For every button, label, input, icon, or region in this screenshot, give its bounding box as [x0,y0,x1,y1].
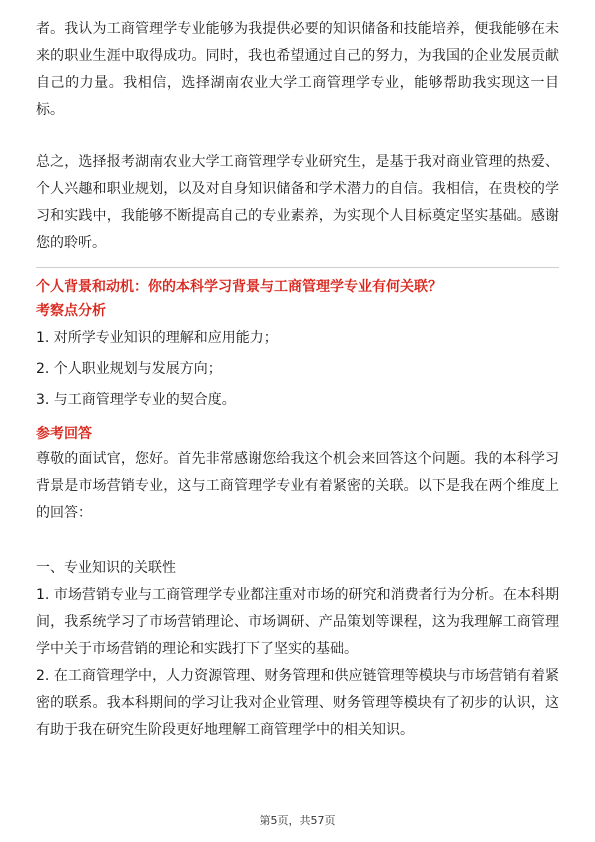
focus-item: 3. 与工商管理学专业的契合度。 [36,392,236,408]
paragraph-gap [36,527,559,552]
answer-section-title: 参考回答 [36,426,92,442]
intro-paragraph-2: 总之，选择报考湖南农业大学工商管理学专业研究生，是基于我对商业管理的热爱、个人兴趣和职业规划，以及对自身知识储备和学术潜力的自信。我相信，在贵校的学习和实践中，我能够不断提高自己的专业素养，为实现个人目标奠定坚实基础。感谢您的聆听。 [36,154,559,251]
section-divider [36,267,559,268]
focus-item: 2. 个人职业规划与发展方向； [36,361,222,377]
answer-paragraph: 2. 在工商管理学中，人力资源管理、财务管理和供应链管理等模块与市场营销有着紧密的联系。我本科期间的学习让我对企业管理、财务管理等模块有了初步的认识，这有助于我在研究生阶段更好地理解工商管理学中的相关知识。 [36,668,559,738]
page-number: 第5页，共57页 [259,814,336,827]
focus-section-title: 考察点分析 [36,303,106,319]
paragraph-gap [36,124,559,149]
answer-paragraph: 1. 市场营销专业与工商管理学专业都注重对市场的研究和消费者行为分析。在本科期间，我系统学习了市场营销理论、市场调研、产品策划等课程，这为我理解工商管理学中关于市场营销的理论和实践打下了坚实的基础。 [36,587,559,657]
document-page [36,16,559,744]
answer-heading-1: 一、专业知识的关联性 [36,560,176,576]
question-title: 个人背景和动机：你的本科学习背景与工商管理学专业有何关联？ [36,279,442,295]
intro-paragraph-1: 者。我认为工商管理学专业能够为我提供必要的知识储备和技能培养，便我能够在未来的职业生涯中取得成功。同时，我也希望通过自己的努力，为我国的企业发展贡献自己的力量。我相信，选择湖南农业大学工商管理学专业，能够帮助我实现这一目标。 [36,21,559,118]
focus-item: 1. 对所学专业知识的理解和应用能力； [36,330,278,346]
answer-paragraph: 尊敬的面试官，您好。首先非常感谢您给我这个机会来回答这个问题。我的本科学习背景是市场营销专业，这与工商管理学专业有着紧密的关联。以下是我在两个维度上的回答： [36,451,559,521]
